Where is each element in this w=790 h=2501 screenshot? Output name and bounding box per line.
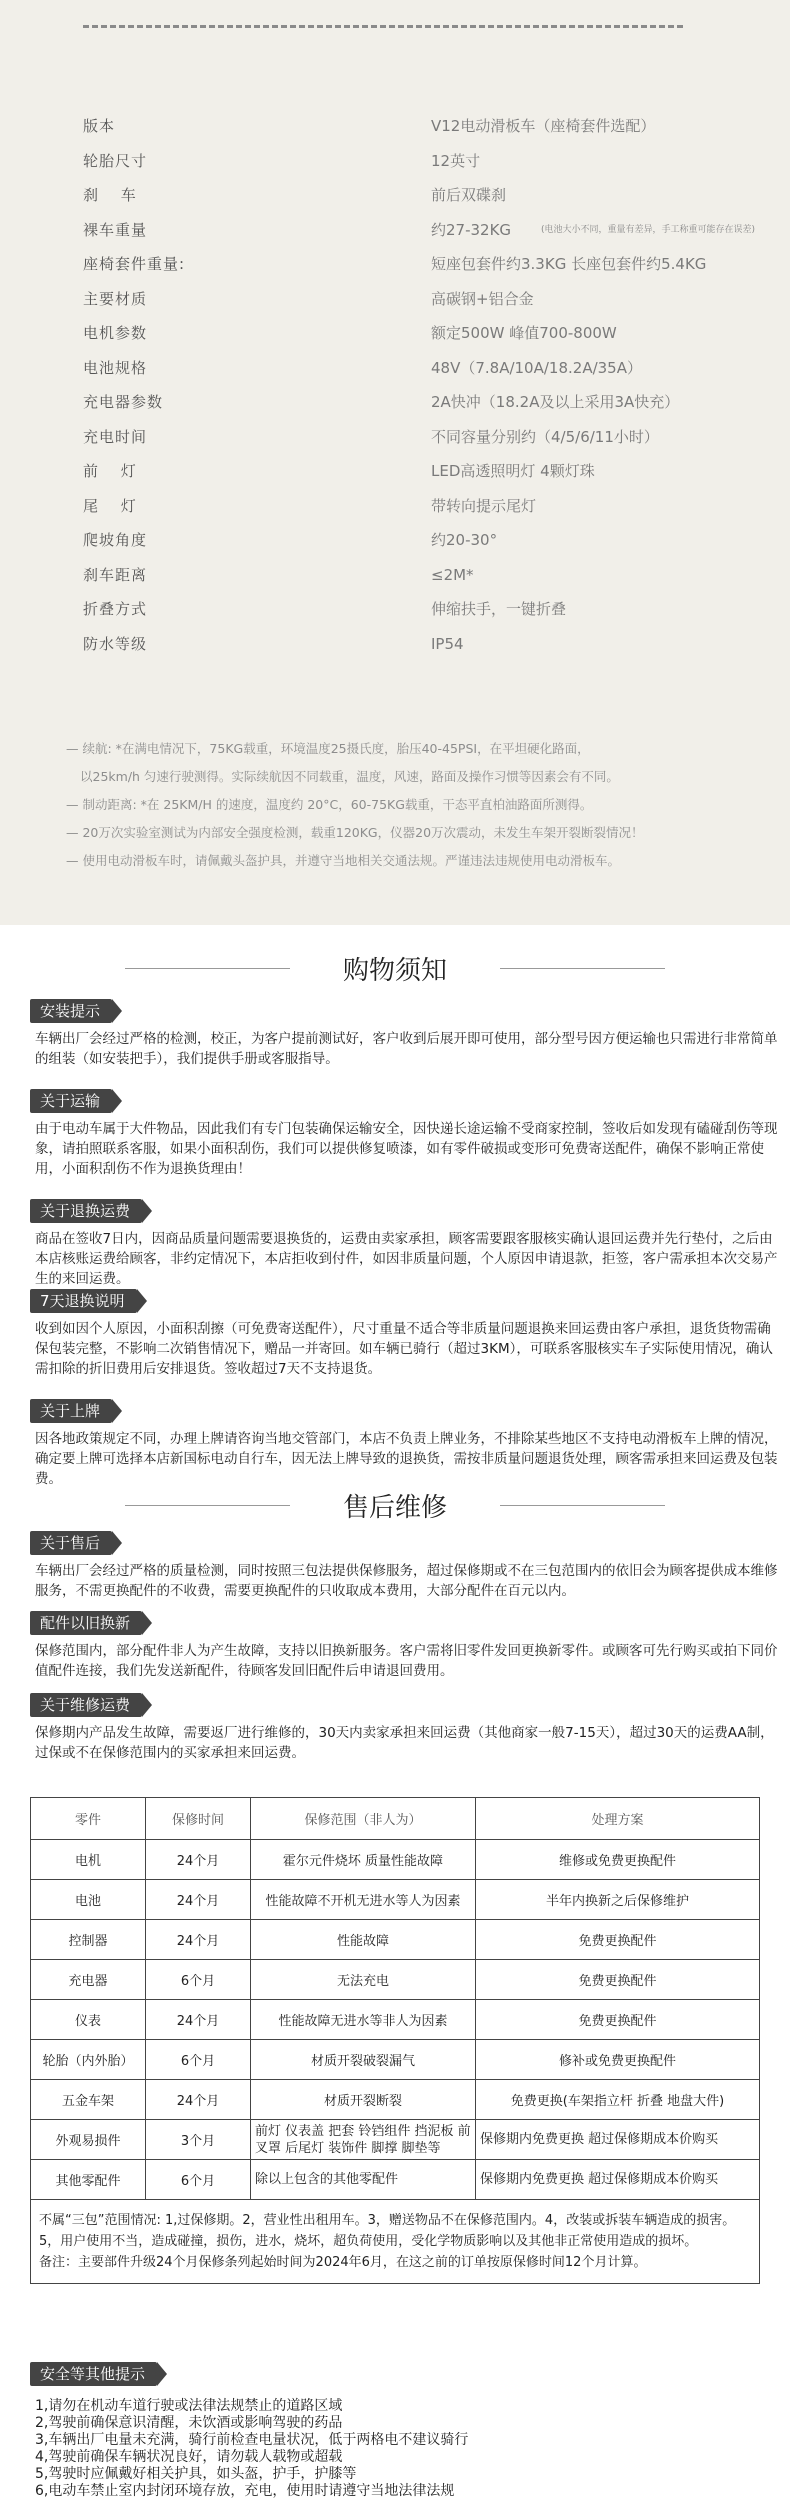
table-cell: 6个月 [146,2160,251,2200]
table-cell: 电机 [31,1840,146,1880]
table-cell: 轮胎（内外胎） [31,2040,146,2080]
table-cell: 充电器 [31,1960,146,2000]
col-header: 处理方案 [476,1798,760,1840]
table-cell: 免费更换配件 [476,1920,760,1960]
spec-panel [0,0,790,925]
spec-value: 伸缩扶手，一键折叠 [431,600,567,618]
table-row [31,1960,760,2000]
spec-row [83,110,723,142]
table-cell: 外观易损件 [31,2120,146,2160]
spec-value: 高碳钢+铝合金 [431,289,534,308]
table-row [31,1920,760,1960]
spec-key: 防水等级 [83,634,148,653]
safety-item: 5,驾驶时应佩戴好相关护具，如头盔，护手，护膝等 [35,2466,357,2482]
spec-row [83,524,723,556]
tag-trade-in: 配件以旧换新 [30,1611,142,1635]
table-cell: 半年内换新之后保修维护 [476,1880,760,1920]
spec-value: 约20-30° [431,531,498,549]
table-cell: 24个月 [146,1920,251,1960]
spec-value: ≤2M* [431,565,474,584]
safety-item: 4,驾驶前确保车辆状况良好，请勿载人载物或超载 [35,2449,343,2465]
table-cell: 保修期内免费更换 超过保修期成本价购买 [476,2120,760,2160]
tag-safety: 安全等其他提示 [30,2362,157,2386]
table-cell: 24个月 [146,1840,251,1880]
table-row [31,2160,760,2200]
table-cell: 免费更换配件 [476,2000,760,2040]
note-line: 以25km/h 匀速行驶测得。实际续航因不同载重，温度，风速，路面及操作习惯等因素会有不同。 [80,769,619,784]
spec-key: 电池规格 [83,358,148,377]
table-cell: 性能故障无进水等非人为因素 [251,2000,476,2040]
col-header: 保修范围（非人为） [251,1798,476,1840]
table-cell: 维修或免费更换配件 [476,1840,760,1880]
spec-notes [66,735,746,875]
spec-row [83,248,723,280]
spec-key: 座椅套件重量: [83,255,186,273]
table-cell: 6个月 [146,1960,251,2000]
tag-shipping: 关于运输 [30,1089,112,1113]
note-line: — 使用电动滑板车时，请佩戴头盔护具，并遵守当地相关交通法规。严谨违法违规使用电动滑板车。 [66,853,620,868]
table-cell: 电池 [31,1880,146,1920]
spec-value: 约27-32KG [431,220,512,239]
table-cell: 五金车架 [31,2080,146,2120]
table-cell: 材质开裂破裂漏气 [251,2040,476,2080]
spec-row [83,386,723,418]
col-header: 保修时间 [146,1798,251,1840]
table-cell: 免费更换配件 [476,1960,760,2000]
spec-key: 充电器参数 [83,393,164,411]
spec-value: 2A快冲（18.2A及以上采用3A快充） [431,393,680,411]
table-footer-row [31,2200,760,2284]
table-row [31,2040,760,2080]
spec-row [83,214,756,246]
tag-install: 安装提示 [30,999,112,1023]
shopping-title: 购物须知 [342,956,447,986]
table-header-row [31,1798,760,1840]
spec-row [83,559,723,591]
heading-rule-left [125,968,290,969]
table-cell: 3个月 [146,2120,251,2160]
return-shipping-text: 商品在签收7日内，因商品质量问题需要退换货的，运费由卖家承担，顾客需要跟客服核实确认退回运费并先行垫付，之后由本店核账运费给顾客，非约定情况下，本店拒收到付件，如因非质量问题，个人原因申请退款，拒签，客户需承担本次交易产生的来回运费。 [35,1231,778,1287]
spec-key: 刹 车 [83,186,137,204]
heading-rule-right [500,1505,665,1506]
spec-key: 尾 灯 [83,496,137,515]
col-header: 零件 [31,1798,146,1840]
spec-row [83,421,723,453]
spec-key: 折叠方式 [83,600,148,618]
install-text: 车辆出厂会经过严格的检测，校正，为客户提前测试好，客户收到后展开即可使用，部分型号因方便运输也只需进行非常简单的组装（如安装把手），我们提供手册或客服指导。 [35,1031,778,1067]
table-cell: 前灯 仪表盖 把套 铃铛组件 挡泥板 前叉罩 后尾灯 装饰件 脚撑 脚垫等 [251,2120,476,2160]
table-row [31,2000,760,2040]
spec-row [83,455,723,487]
repair-shipping-text: 保修期内产品发生故障，需要返厂进行维修的，30天内卖家承担来回运费（其他商家一般7-15天），超过30天的运费AA制，过保或不在保修范围内的买家承担来回运费。 [35,1725,774,1761]
spec-row [83,145,723,177]
table-cell: 仪表 [31,2000,146,2040]
spec-value: 不同容量分别约（4/5/6/11小时） [431,427,659,446]
spec-key: 充电时间 [83,427,148,446]
table-cell: 性能故障不开机无进水等人为因素 [251,1880,476,1920]
note-line: — 制动距离: *在 25KM/H 的速度，温度约 20°C，60-75KG载重，干态平直柏油路面所测得。 [66,797,593,812]
table-cell: 霍尔元件烧坏 质量性能故障 [251,1840,476,1880]
warranty-rows [31,1840,760,2200]
safety-item: 3,车辆出厂电量未充满，骑行前检查电量状况，低于两格电不建议骑行 [35,2432,469,2448]
seven-day-text: 收到如因个人原因，小面积刮擦（可免费寄送配件），尺寸重量不适合等非质量问题退换来回运费由客户承担，退货货物需确保包装完整，不影响二次销售情况下，赠品一并寄回。如车辆已骑行（超过3KM），可联系客服核实车子实际使用情况，确认需扣除的折旧费用后安排退货。签收超过7天不支持退货。 [35,1321,773,1377]
spec-row [83,179,723,211]
spec-key: 版本 [83,117,116,135]
spec-key: 前 灯 [83,462,137,480]
safety-item: 2,驾驶前确保意识清醒，未饮酒或影响驾驶的药品 [35,2415,343,2431]
table-row [31,1880,760,1920]
tag-aftersales: 关于售后 [30,1531,112,1555]
spec-value: IP54 [431,634,464,653]
spec-row [83,283,723,315]
table-cell: 修补或免费更换配件 [476,2040,760,2080]
table-row [31,1840,760,1880]
spec-value: 额定500W 峰值700-800W [431,324,617,342]
spec-value: 12英寸 [431,151,481,170]
shipping-text: 由于电动车属于大件物品，因此我们有专门包装确保运输安全，因快递长途运输不受商家控制，签收后如发现有磕碰刮伤等现象，请拍照联系客服，如果小面积刮伤，我们可以提供修复喷漆，如有零件破损或变形可免费寄送配件，确保不影响正常使用，小面积刮伤不作为退换货理由！ [35,1121,778,1177]
table-cell: 控制器 [31,1920,146,1960]
note-line: — 续航: *在满电情况下，75KG载重，环境温度25摄氏度，胎压40-45PSI，在平坦硬化路面， [66,741,590,756]
spec-value: V12电动滑板车（座椅套件选配） [431,117,656,135]
exclusions-note: 不属“三包”范围情况: 1,过保修期。2，营业性出租用车。3，赠送物品不在保修范围内。4，改装或拆装车辆造成的损害。5，用户使用不当，造成碰撞，损伤，进水，烧坏，超负荷使用，受化学物质影响以及其他非正常使用造成的损坏。 [39,2213,736,2249]
remarks-note: 备注：主要部件升级24个月保修条列起始时间为2024年6月，在这之前的订单按原保修时间12个月计算。 [39,2255,647,2270]
tag-return-shipping: 关于退换运费 [30,1199,142,1223]
spec-footnote: (电池大小不同，重量有差异，手工称重可能存在误差) [541,224,756,235]
heading-rule-left [125,1505,290,1506]
table-cell: 保修期内免费更换 超过保修期成本价购买 [476,2160,760,2200]
safety-list [35,2398,780,2500]
spec-key: 主要材质 [83,289,148,308]
spec-value: 短座包套件约3.3KG 长座包套件约5.4KG [431,255,707,273]
spec-key: 电机参数 [83,324,148,342]
table-row [31,2120,760,2160]
heading-rule-right [500,968,665,969]
table-cell: 24个月 [146,2080,251,2120]
tag-seven-day: 7天退换说明 [30,1289,137,1313]
spec-row [83,628,723,660]
note-line: — 20万次实验室测试为内部安全强度检测，载重120KG，仪器20万次震动，未发生车架开裂断裂情况！ [66,825,644,840]
spec-key: 裸车重量 [83,220,148,239]
plate-text: 因各地政策规定不同，办理上牌请咨询当地交管部门，本店不负责上牌业务，不排除某些地区不支持电动滑板车上牌的情况，确定要上牌可选择本店新国标电动自行车，因无法上牌导致的退换货，需按非质量问题退货处理，顾客需承担来回运费及包装费。 [35,1431,778,1487]
table-cell: 无法充电 [251,1960,476,2000]
safety-item: 6,电动车禁止室内封闭环境存放，充电，使用时请遵守当地法律法规 [35,2483,455,2499]
table-footer [31,2200,760,2284]
spec-row [83,490,723,522]
spec-value: 带转向提示尾灯 [431,496,537,515]
dashed-divider [83,25,683,28]
spec-value: 前后双碟刹 [431,186,507,204]
spec-value: LED高透照明灯 4颗灯珠 [431,462,595,480]
table-cell: 性能故障 [251,1920,476,1960]
spec-row [83,352,723,384]
warranty-table [30,1797,760,2284]
tag-plate: 关于上牌 [30,1399,112,1423]
spec-row [83,317,723,349]
aftersales-heading [0,1487,790,1524]
shopping-heading [0,950,790,987]
safety-item: 1,请勿在机动车道行驶或法律法规禁止的道路区域 [35,2398,343,2414]
table-cell: 除以上包含的其他零配件 [251,2160,476,2200]
table-cell: 24个月 [146,1880,251,1920]
spec-key: 刹车距离 [83,565,148,584]
table-cell: 6个月 [146,2040,251,2080]
spec-row [83,593,723,625]
spec-value: 48V（7.8A/10A/18.2A/35A） [431,358,642,377]
spec-key: 爬坡角度 [83,531,148,549]
table-cell: 24个月 [146,2000,251,2040]
table-cell: 免费更换(车架指立杆 折叠 地盘大件) [476,2080,760,2120]
tag-repair-shipping: 关于维修运费 [30,1693,142,1717]
table-row [31,2080,760,2120]
table-cell: 材质开裂断裂 [251,2080,476,2120]
trade-in-text: 保修范围内，部分配件非人为产生故障，支持以旧换新服务。客户需将旧零件发回更换新零件。或顾客可先行购买或拍下同价值配件连接，我们先发送新配件，待顾客发回旧配件后申请退回费用。 [35,1643,778,1679]
aftersales-text: 车辆出厂会经过严格的质量检测，同时按照三包法提供保修服务，超过保修期或不在三包范围内的依旧会为顾客提供成本维修服务，不需更换配件的不收费，需要更换配件的只收取成本费用，大部分配件在百元以内。 [35,1563,778,1599]
spec-key: 轮胎尺寸 [83,151,148,170]
table-cell: 其他零配件 [31,2160,146,2200]
aftersales-title: 售后维修 [342,1493,447,1523]
